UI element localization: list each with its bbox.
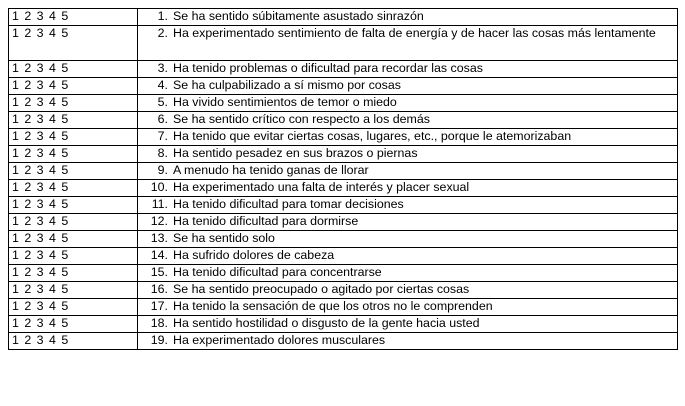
rating-scale[interactable]: 1 2 3 4 5 [9,95,138,112]
item-number: 4. [157,78,168,92]
item-text: A menudo ha tenido ganas de llorar [173,163,369,177]
rating-scale[interactable]: 1 2 3 4 5 [9,78,138,95]
item-text: Ha sufrido dolores de cabeza [173,248,335,262]
rating-scale[interactable]: 1 2 3 4 5 [9,146,138,163]
item-number: 6. [157,112,168,126]
item-cell [138,9,678,26]
rating-scale[interactable]: 1 2 3 4 5 [9,282,138,299]
questionnaire-row [9,78,678,95]
item-text: Se ha sentido solo [173,231,275,245]
item-text: Ha experimentado sentimiento de falta de energía y de hacer las cosas más lentamente [173,26,656,40]
questionnaire-row [9,214,678,231]
item-text: Ha experimentado una falta de interés y placer sexual [173,180,470,194]
item-text: Ha vivido sentimientos de temor o miedo [173,95,397,109]
rating-scale[interactable]: 1 2 3 4 5 [9,26,138,61]
item-number: 12. [150,214,168,228]
rating-scale[interactable]: 1 2 3 4 5 [9,299,138,316]
item-text: Se ha sentido súbitamente asustado sinrazón [173,9,424,23]
item-cell [138,146,678,163]
item-number: 9. [157,163,168,177]
questionnaire-row [9,95,678,112]
item-number: 7. [157,129,168,143]
rating-scale[interactable]: 1 2 3 4 5 [9,248,138,265]
item-cell [138,231,678,248]
item-cell [138,197,678,214]
questionnaire-body [9,9,678,350]
item-cell [138,163,678,180]
item-number: 18. [150,316,168,330]
questionnaire-row [9,180,678,197]
item-number: 17. [150,299,168,313]
questionnaire-row [9,61,678,78]
item-text: Ha tenido que evitar ciertas cosas, lugares, etc., porque le atemorizaban [173,129,572,143]
rating-scale[interactable]: 1 2 3 4 5 [9,112,138,129]
questionnaire-row [9,316,678,333]
rating-scale[interactable]: 1 2 3 4 5 [9,129,138,146]
questionnaire-row [9,333,678,350]
rating-scale[interactable]: 1 2 3 4 5 [9,333,138,350]
item-text: Se ha sentido crítico con respecto a los demás [173,112,430,126]
item-number: 14. [150,248,168,262]
item-text: Ha tenido dificultad para concentrarse [173,265,382,279]
item-text: Se ha culpabilizado a sí mismo por cosas [173,78,401,92]
item-number: 19. [150,333,168,347]
item-cell [138,265,678,282]
rating-scale[interactable]: 1 2 3 4 5 [9,316,138,333]
item-cell [138,129,678,146]
item-cell [138,299,678,316]
rating-scale[interactable]: 1 2 3 4 5 [9,265,138,282]
questionnaire-row [9,231,678,248]
rating-scale[interactable]: 1 2 3 4 5 [9,9,138,26]
item-cell [138,333,678,350]
item-cell [138,26,678,61]
item-cell [138,180,678,197]
questionnaire-row [9,248,678,265]
item-number: 2. [157,26,168,40]
item-text: Ha tenido la sensación de que los otros no le comprenden [173,299,493,313]
rating-scale[interactable]: 1 2 3 4 5 [9,163,138,180]
item-cell [138,214,678,231]
item-number: 5. [157,95,168,109]
questionnaire-row [9,163,678,180]
item-number: 13. [150,231,168,245]
item-cell [138,95,678,112]
questionnaire-row [9,9,678,26]
questionnaire-row [9,129,678,146]
questionnaire-row [9,299,678,316]
item-cell [138,78,678,95]
item-cell [138,316,678,333]
item-text: Ha experimentado dolores musculares [173,333,386,347]
item-cell [138,282,678,299]
item-text: Ha sentido pesadez en sus brazos o piernas [173,146,418,160]
item-text: Se ha sentido preocupado o agitado por ciertas cosas [173,282,470,296]
rating-scale[interactable]: 1 2 3 4 5 [9,214,138,231]
item-number: 3. [157,61,168,75]
item-number: 10. [150,180,168,194]
item-text: Ha tenido problemas o dificultad para recordar las cosas [173,61,483,75]
item-number: 16. [150,282,168,296]
item-cell [138,112,678,129]
questionnaire-row [9,146,678,163]
questionnaire-table [8,8,678,350]
questionnaire-row [9,265,678,282]
rating-scale[interactable]: 1 2 3 4 5 [9,61,138,78]
questionnaire-row [9,26,678,61]
item-number: 15. [150,265,168,279]
item-number: 8. [157,146,168,160]
item-number: 11. [151,197,168,211]
item-text: Ha tenido dificultad para tomar decisiones [173,197,404,211]
item-text: Ha tenido dificultad para dormirse [173,214,359,228]
item-text: Ha sentido hostilidad o disgusto de la gente hacia usted [173,316,480,330]
questionnaire-row [9,282,678,299]
questionnaire-row [9,112,678,129]
questionnaire-row [9,197,678,214]
rating-scale[interactable]: 1 2 3 4 5 [9,197,138,214]
rating-scale[interactable]: 1 2 3 4 5 [9,231,138,248]
item-number: 1. [157,9,168,23]
item-cell [138,61,678,78]
rating-scale[interactable]: 1 2 3 4 5 [9,180,138,197]
item-cell [138,248,678,265]
